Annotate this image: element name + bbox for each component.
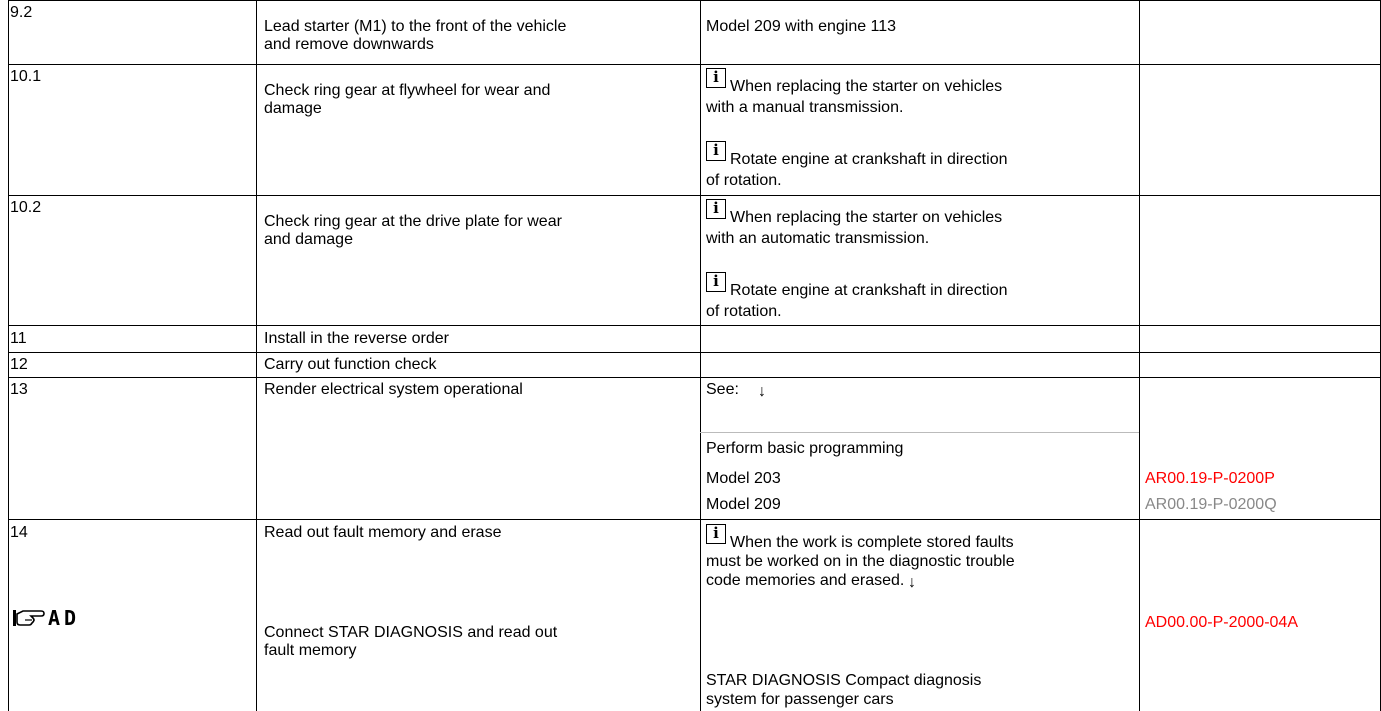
grid-line (8, 195, 1381, 196)
note-text: code memories and erased. (706, 572, 905, 589)
operation-text: Lead starter (M1) to the front of the vehicle (264, 18, 567, 35)
reference-link[interactable]: AR00.19-P-0200Q (1145, 496, 1277, 513)
operation-text: and remove downwards (264, 36, 434, 53)
arrow-down-icon[interactable]: ↓ (908, 574, 916, 591)
reference-link[interactable]: AR00.19-P-0200P (1145, 470, 1275, 487)
operation-text: Carry out function check (264, 356, 437, 373)
grid-line (700, 0, 701, 711)
info-icon: i (706, 199, 726, 219)
operation-text: fault memory (264, 642, 357, 659)
info-icon: i (706, 141, 726, 161)
grid-line (8, 64, 1381, 65)
sub-heading: Perform basic programming (706, 440, 904, 457)
grid-line (8, 325, 1381, 326)
info-icon: i (706, 524, 726, 544)
grid-line (8, 0, 1381, 1)
step-number: 14 (10, 524, 28, 541)
operation-text: Check ring gear at the drive plate for wear (264, 213, 562, 230)
note-text: When replacing the starter on vehicles (730, 209, 1003, 226)
note-text: with a manual transmission. (706, 99, 904, 116)
note-text: Rotate engine at crankshaft in direction (730, 151, 1008, 168)
note-text: must be worked on in the diagnostic trouble (706, 553, 1015, 570)
model-label: Model 209 (706, 496, 781, 513)
note-text: Rotate engine at crankshaft in direction (730, 282, 1008, 299)
step-number: 10.2 (10, 199, 42, 216)
operation-text: Connect STAR DIAGNOSIS and read out (264, 624, 558, 641)
note-text: of rotation. (706, 303, 782, 320)
operation-text: and damage (264, 231, 353, 248)
note-text: When the work is complete stored faults (730, 534, 1014, 551)
grid-line (8, 352, 1381, 353)
grid-line (256, 0, 257, 711)
step-number: 13 (10, 381, 28, 398)
step-number: 12 (10, 356, 28, 373)
operation-text: Check ring gear at flywheel for wear and (264, 82, 551, 99)
model-label: Model 203 (706, 470, 781, 487)
pointing-hand-icon (12, 608, 46, 628)
grid-line (8, 377, 1381, 378)
ad-label: AD (48, 606, 81, 630)
grid-line (700, 432, 1139, 433)
tool-text: STAR DIAGNOSIS Compact diagnosis (706, 672, 982, 689)
info-icon: i (706, 272, 726, 292)
operation-text: Read out fault memory and erase (264, 524, 502, 541)
note-text: When replacing the starter on vehicles (730, 78, 1003, 95)
operation-text: damage (264, 100, 322, 117)
see-label: See: (706, 381, 739, 398)
step-number: 9.2 (10, 4, 33, 21)
note-text: of rotation. (706, 172, 782, 189)
arrow-down-icon[interactable]: ↓ (758, 383, 766, 400)
note-text: Model 209 with engine 113 (706, 18, 897, 35)
note-text: with an automatic transmission. (706, 230, 930, 247)
operation-text: Install in the reverse order (264, 330, 449, 347)
grid-line (8, 0, 9, 711)
grid-line (8, 519, 1381, 520)
tool-text: system for passenger cars (706, 691, 894, 708)
grid-line (1139, 0, 1140, 711)
step-number: 10.1 (10, 68, 42, 85)
operation-text: Render electrical system operational (264, 381, 523, 398)
info-icon: i (706, 68, 726, 88)
reference-link[interactable]: AD00.00-P-2000-04A (1145, 614, 1298, 631)
step-number: 11 (10, 330, 27, 347)
